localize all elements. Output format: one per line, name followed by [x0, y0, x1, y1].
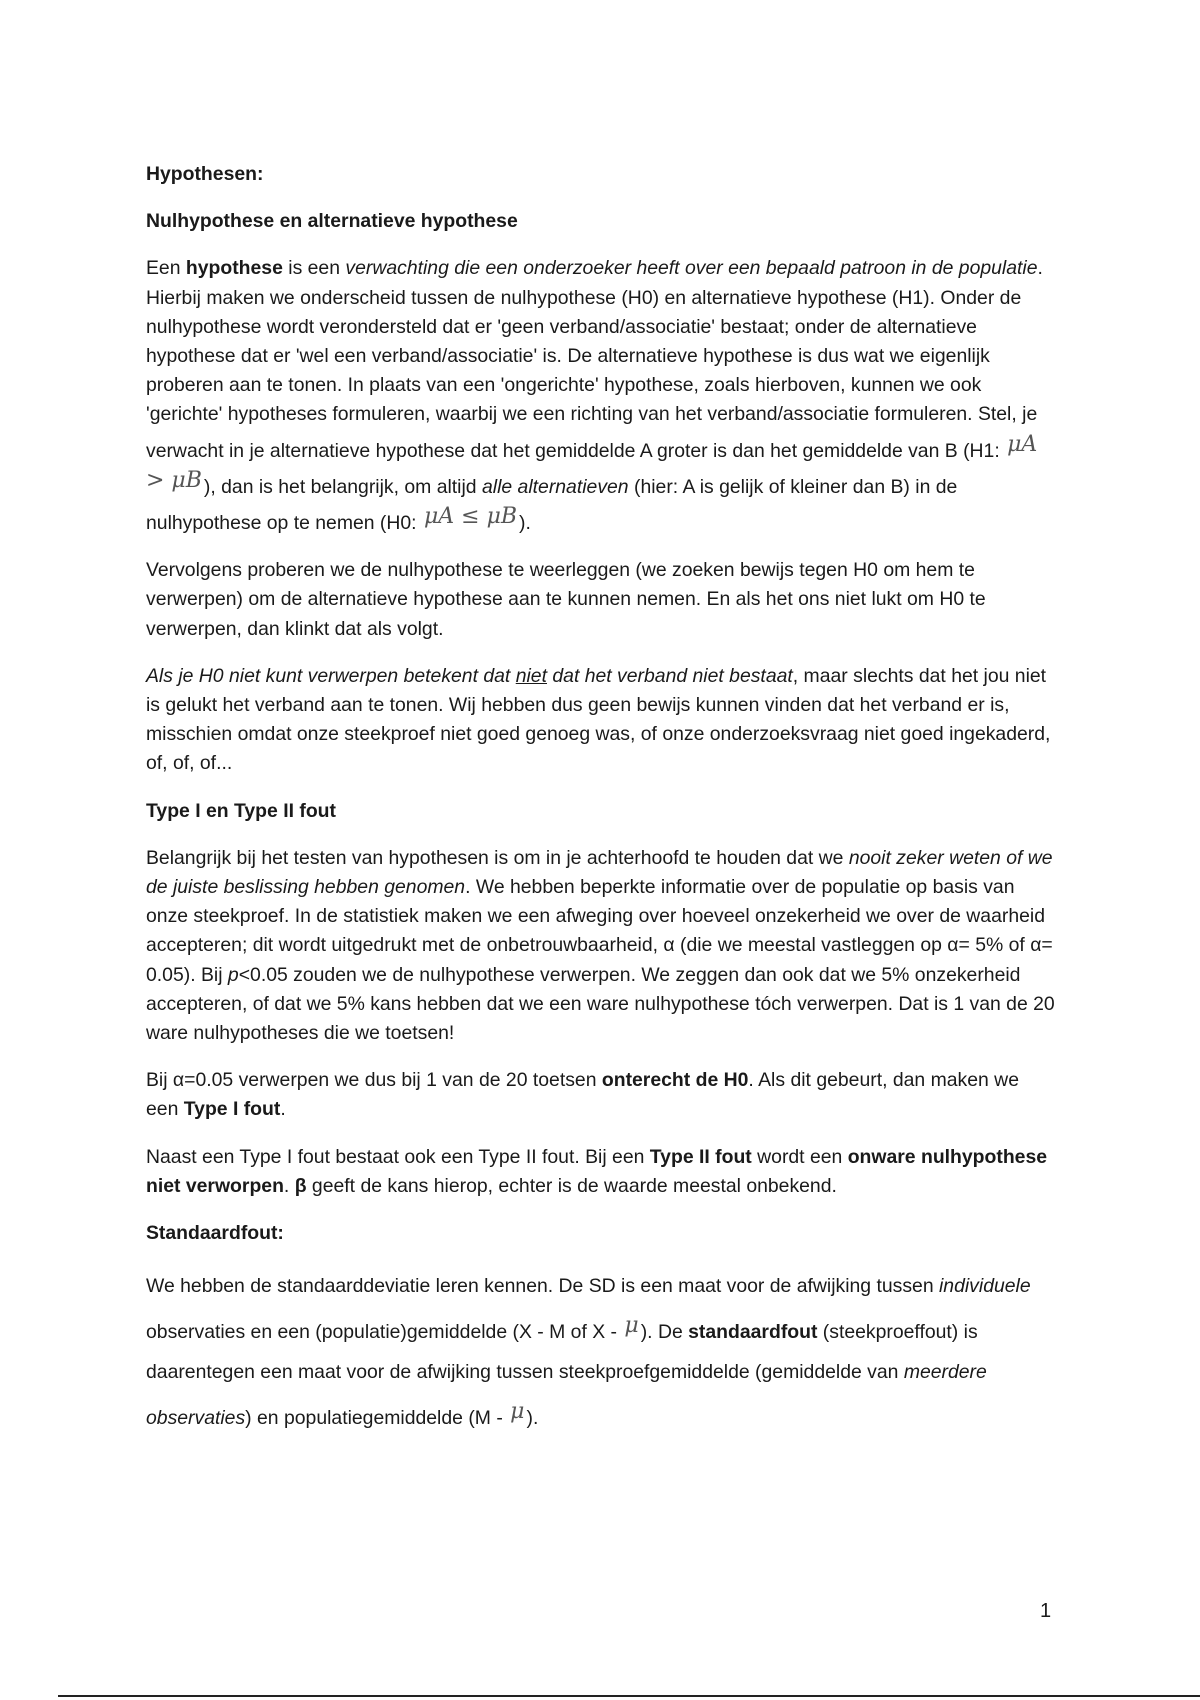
italic-meerdere-observaties: meerdere observaties [146, 1361, 987, 1430]
italic-individuele: individuele [939, 1275, 1031, 1298]
text-run: wordt een [751, 1145, 848, 1168]
section-heading-standaardfout: Standaardfout: [146, 1222, 284, 1245]
text-run: , maar slechts dat het jou niet is gelukt het verband aan te tonen. Wij hebben dus geen bewijs kunnen vinden dat het verband er is, misschien omdat onze steekproef niet goed genoeg was, of onze onderzoeksvraag niet goed ingekaderd, of, of, of... [146, 664, 1051, 775]
text-run: . [283, 1174, 295, 1197]
italic-alle-alternatieven: alle alternatieven [481, 475, 629, 498]
text-run: Een [146, 257, 186, 280]
text-run: ). [526, 1407, 539, 1430]
text-run: ) en populatiegemiddelde (M - [245, 1407, 509, 1430]
bold-type-1-fout: Type I fout [183, 1098, 281, 1121]
text-run: (steekproeffout) is daarentegen een maat voor de afwijking tussen steekproefgemiddelde (gemiddelde van [146, 1321, 978, 1384]
text-run: Naast een Type I fout bestaat ook een Type II fout. Bij een [146, 1145, 650, 1168]
bold-beta: β [294, 1174, 307, 1197]
italic-statement [146, 665, 793, 687]
text-run: (hier: A is gelijk of kleiner dan B) in de nulhypothese op te nemen (H0: [146, 475, 958, 535]
bold-onterecht: onterecht de H0 [601, 1069, 749, 1092]
paragraph-type-1 [146, 1066, 1056, 1124]
bold-type-2-fout: Type II fout [649, 1145, 752, 1168]
paragraph-standard-error [146, 1266, 1056, 1438]
italic-definition: verwachting die een onderzoeker heeft over een bepaald patroon in de populatie [345, 257, 1038, 280]
text-run: geeft de kans hierop, echter is de waarde meestal onbekend. [306, 1174, 837, 1197]
text-run: . We hebben beperkte informatie over de populatie op basis van onze steekproef. In de statistiek maken we een afweging over hoeveel onzekerheid we over de waarheid accepteren; dit wordt uitgedrukt met de onbetrouwbaarheid, α (die we meestal vastleggen op α= 5% of α= 0.05). Bij [146, 876, 1053, 986]
text-run: ), dan is het belangrijk, om altijd [203, 475, 482, 498]
text-run: is een [282, 257, 346, 280]
formula-h0: μA ≤ μB [423, 504, 518, 530]
paragraph-hypothesis-definition [146, 254, 1056, 538]
text-run: ). [519, 512, 531, 535]
page-heading: Hypothesen: [146, 163, 264, 185]
section-heading-hypotheses: Nulhypothese en alternatieve hypothese [146, 210, 518, 233]
formula-mu: μ [510, 1399, 525, 1425]
bold-term-hypothese: hypothese [185, 257, 283, 280]
text-run: Bij α=0.05 verwerpen we dus bij 1 van de 20 toetsen [146, 1069, 602, 1092]
text-run: . Hierbij maken we onderscheid tussen de nulhypothese (H0) en alternatieve hypothese (H1). Onder de nulhypothese wordt verondersteld dat er 'geen verband/associatie' bestaat; onder de alternatieve hypothese dat er 'wel een verband/associatie' is. De alternatieve hypothese is dus wat we eigenlijk proberen aan te tonen. In plaats van een 'ongerichte' hypothese, zoals hierboven, kunnen we ook 'gerichte' hypotheses formuleren, waarbij we een richting van het verband/associatie formuleren. Stel, je verwacht in je alternatieve hypothese dat het gemiddelde A groter is dan het gemiddelde van B (H1: [146, 257, 1043, 462]
paragraph-refute-null: Vervolgens proberen we de nulhypothese te weerleggen (we zoeken bewijs tegen H0 om hem te verwerpen) om de alternatieve hypothese aan te kunnen nemen. En als het ons niet lukt om H0 te verwerpen, dan klinkt dat als volgt. [146, 559, 986, 640]
text-run: We hebben de standaarddeviatie leren kennen. De SD is een maat voor de afwijking tussen [146, 1275, 939, 1298]
text-run: Als je H0 niet kunt verwerpen betekent dat [146, 664, 516, 687]
formula-mu: μ [624, 1313, 639, 1339]
text-run: observaties en een (populatie)gemiddelde (X - M of X - [146, 1321, 623, 1344]
bold-standaardfout: standaardfout [688, 1321, 818, 1344]
underlined-niet: niet [515, 664, 547, 687]
footer-divider [58, 1695, 1200, 1697]
text-run: ). De [640, 1321, 689, 1344]
section-heading-type-errors: Type I en Type II fout [146, 799, 336, 822]
page-number: 1 [1040, 1600, 1052, 1622]
text-run: <0.05 zouden we de nulhypothese verwerpen. We zeggen dan ook dat we 5% onzekerheid accepteren, of dat we 5% kans hebben dat we een ware nulhypothese tóch verwerpen. Dat is 1 van de 20 ware nulhypotheses die we toetsen! [146, 963, 1055, 1045]
formula-h1: μA > μB [146, 431, 1038, 493]
text-run: . [280, 1098, 286, 1121]
text-run: dat het verband niet bestaat [546, 664, 793, 687]
paragraph-type-2 [146, 1143, 1056, 1201]
paragraph-not-reject [146, 662, 1056, 779]
paragraph-uncertainty [146, 844, 1056, 1048]
text-run: Belangrijk bij het testen van hypothesen is om in je achterhoofd te houden dat we [146, 846, 849, 869]
italic-never-sure: nooit zeker weten of we de juiste beslissing hebben genomen [146, 846, 1053, 899]
bold-onware: onware nulhypothese niet verworpen [146, 1145, 1048, 1197]
text-run: . Als dit gebeurt, dan maken we een [146, 1069, 1019, 1121]
italic-p: p [227, 963, 239, 986]
document-page [146, 160, 1056, 1456]
